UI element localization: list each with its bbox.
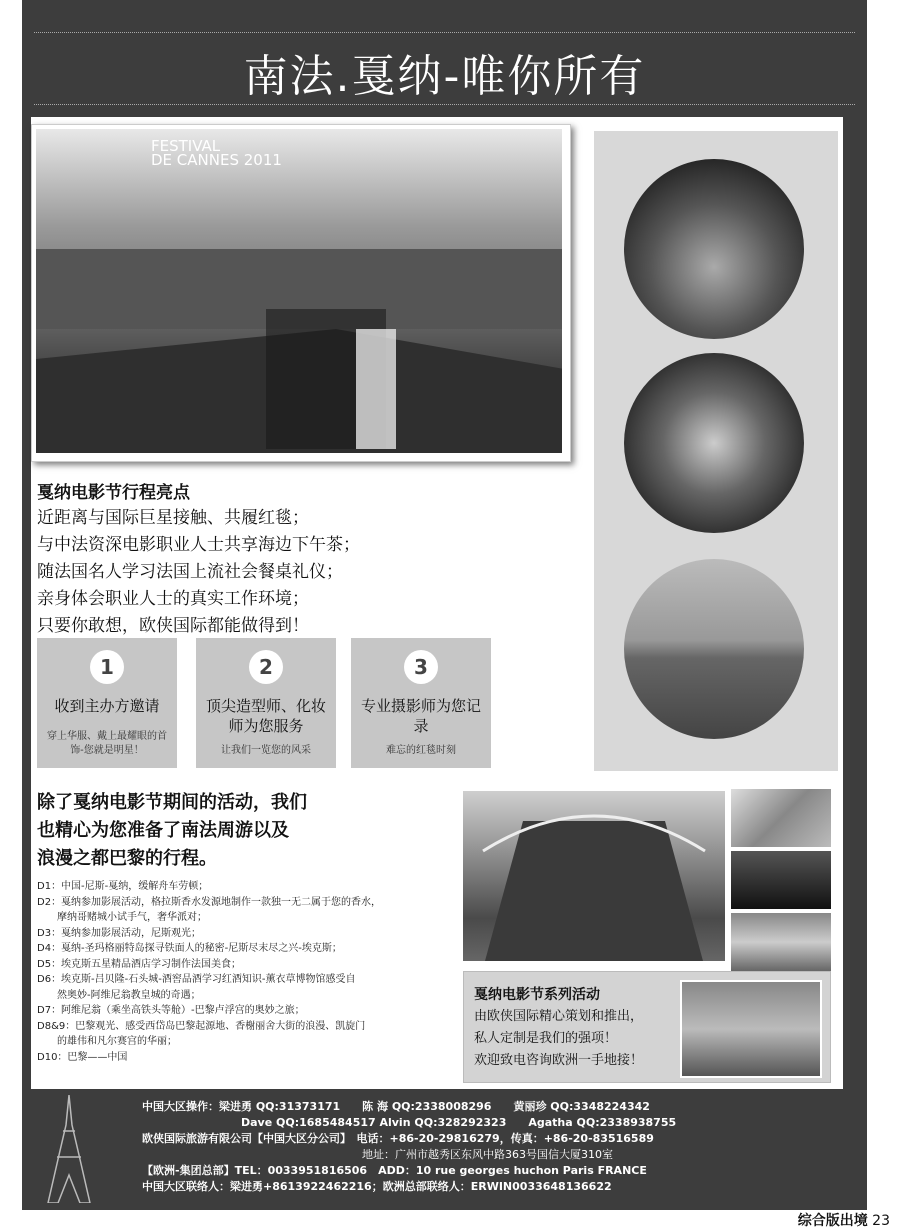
contact-line: 【欧洲-集团总部】TEL：0033951816506 ADD：10 rue georges huchon Paris FRANCE <box>142 1164 647 1177</box>
eiffel-night-thumbnail <box>731 851 831 909</box>
page-number-value: 23 <box>872 1213 890 1229</box>
photo-side-panel <box>594 131 838 771</box>
dotted-rule-top <box>34 32 855 33</box>
feature-subtitle: 难忘的红毯时刻 <box>386 745 456 756</box>
itinerary-line: 的雄伟和凡尔赛宫的华丽； <box>37 1036 177 1047</box>
activities-box <box>463 971 831 1083</box>
eiffel-tower-icon <box>44 1095 94 1203</box>
thumbnail-column <box>731 789 831 975</box>
itinerary-line: 摩纳哥赌城小试手气，奢华派对； <box>37 912 207 923</box>
activities-line: 私人定制是我们的强项！ <box>474 1031 618 1046</box>
logo-line-1: FESTIVAL <box>151 137 221 155</box>
feature-title: 专业摄影师为您记录 <box>360 697 481 735</box>
itinerary-line: D5：埃克斯五星精品酒店学习制作法国美食； <box>37 958 242 970</box>
main-content <box>31 117 843 1089</box>
extra-heading-line: 除了戛纳电影节期间的活动，我们 <box>37 792 307 813</box>
page-title: 南法.戛纳-唯你所有 <box>243 51 646 102</box>
banquet-circle-photo <box>624 353 804 533</box>
palais-steps-photo <box>463 791 725 961</box>
feature-number: 1 <box>90 650 124 684</box>
contact-lines <box>142 1099 676 1195</box>
highlight-line: 亲身体会职业人士的真实工作环境； <box>37 589 309 609</box>
activities-text <box>474 984 643 1072</box>
feature-number: 2 <box>249 650 283 684</box>
highlight-line: 与中法资深电影职业人士共享海边下午茶； <box>37 535 360 555</box>
extra-heading-line: 浪漫之都巴黎的行程。 <box>37 848 217 869</box>
photo-image <box>36 129 562 453</box>
highlights-list <box>37 505 360 640</box>
section-name: 综合版出境 <box>797 1213 868 1229</box>
contact-line: 地址：广州市越秀区东风中路363号国信大厦310室 <box>142 1148 613 1161</box>
feature-title: 收到主办方邀请 <box>54 697 160 715</box>
coast-circle-photo <box>624 559 804 739</box>
contact-line: 欧侠国际旅游有限公司【中国大区分公司】 电话：+86-20-29816279，传真：+86-20-83516589 <box>142 1132 654 1145</box>
itinerary-line: D6：埃克斯-吕贝隆-石头城-酒窖品酒学习红酒知识-薰衣草博物馆感受自 <box>37 974 356 985</box>
feature-subtitle: 穿上华服、戴上最耀眼的首饰-您就是明星！ <box>47 731 167 756</box>
itinerary-line: D8&9：巴黎观光、感受西岱岛巴黎起源地、香榭丽舍大街的浪漫、凯旋门 <box>37 1020 366 1032</box>
highlight-line: 只要你敢想，欧侠国际都能做得到！ <box>37 616 309 636</box>
itinerary-line: D1：中国-尼斯-戛纳，缓解舟车劳顿； <box>37 881 209 892</box>
feature-subtitle: 让我们一览您的风采 <box>221 745 311 756</box>
louvre-circle-photo <box>624 159 804 339</box>
contact-line: 中国大区操作：梁进勇 QQ:31373171 陈 海 QQ:2338008296 黄丽珍 QQ:3348224342 <box>142 1100 650 1113</box>
activities-line: 由欧侠国际精心策划和推出， <box>474 1009 644 1024</box>
dotted-rule-bottom <box>34 104 855 105</box>
cannes-red-carpet-photo <box>31 124 571 462</box>
title-bar <box>22 0 867 117</box>
feature-box-2 <box>196 638 336 768</box>
itinerary-line: D7：阿维尼翁（乘坐高铁头等舱）-巴黎卢浮宫的奥妙之旅； <box>37 1005 305 1016</box>
highlights-heading: 戛纳电影节行程亮点 <box>37 483 190 503</box>
feature-box-1 <box>37 638 177 768</box>
itinerary-line: 然奥妙-阿维尼翁教皇城的奇遇； <box>37 989 201 1001</box>
feature-box-3 <box>351 638 491 768</box>
itinerary-line: D10：巴黎——中国 <box>37 1051 128 1063</box>
activities-line: 欢迎致电咨询欧洲一手地接！ <box>474 1053 644 1068</box>
wine-glass-photo <box>680 980 822 1078</box>
shell-thumbnail <box>731 789 831 847</box>
extra-heading <box>37 789 307 873</box>
red-carpet-scene <box>36 129 562 453</box>
itinerary-line: D4：戛纳-圣玛格丽特岛探寻铁面人的秘密-尼斯尽末尽之兴-埃克斯； <box>37 943 342 954</box>
contact-line: Dave QQ:1685484517 Alvin QQ:328292323 Agatha QQ:2338938755 <box>142 1116 677 1129</box>
itinerary-line: D3：戛纳参加影展活动，尼斯观光； <box>37 927 202 939</box>
logo-line-2: DE CANNES 2011 <box>151 151 282 169</box>
feature-title: 顶尖造型师、化妆师为您服务 <box>205 697 326 735</box>
contact-footer <box>22 1089 867 1210</box>
highlight-line: 随法国名人学习法国上流社会餐桌礼仪； <box>37 562 343 582</box>
itinerary-list <box>37 879 467 1065</box>
extra-heading-line: 也精心为您准备了南法周游以及 <box>37 820 289 841</box>
yacht-thumbnail <box>731 913 831 971</box>
contact-line: 中国大区联络人：梁进勇+8613922462216；欧洲总部联络人：ERWIN0033648136622 <box>142 1180 612 1193</box>
activities-title: 戛纳电影节系列活动 <box>474 987 600 1003</box>
highlight-line: 近距离与国际巨星接触、共履红毯； <box>37 508 309 528</box>
steps-scene <box>463 791 725 961</box>
itinerary-line: D2：戛纳参加影展活动，格拉斯香水发源地制作一款独一无二属于您的香水， <box>37 896 382 908</box>
feature-number: 3 <box>404 650 438 684</box>
page-number <box>798 1210 890 1230</box>
festival-logo <box>151 139 282 167</box>
